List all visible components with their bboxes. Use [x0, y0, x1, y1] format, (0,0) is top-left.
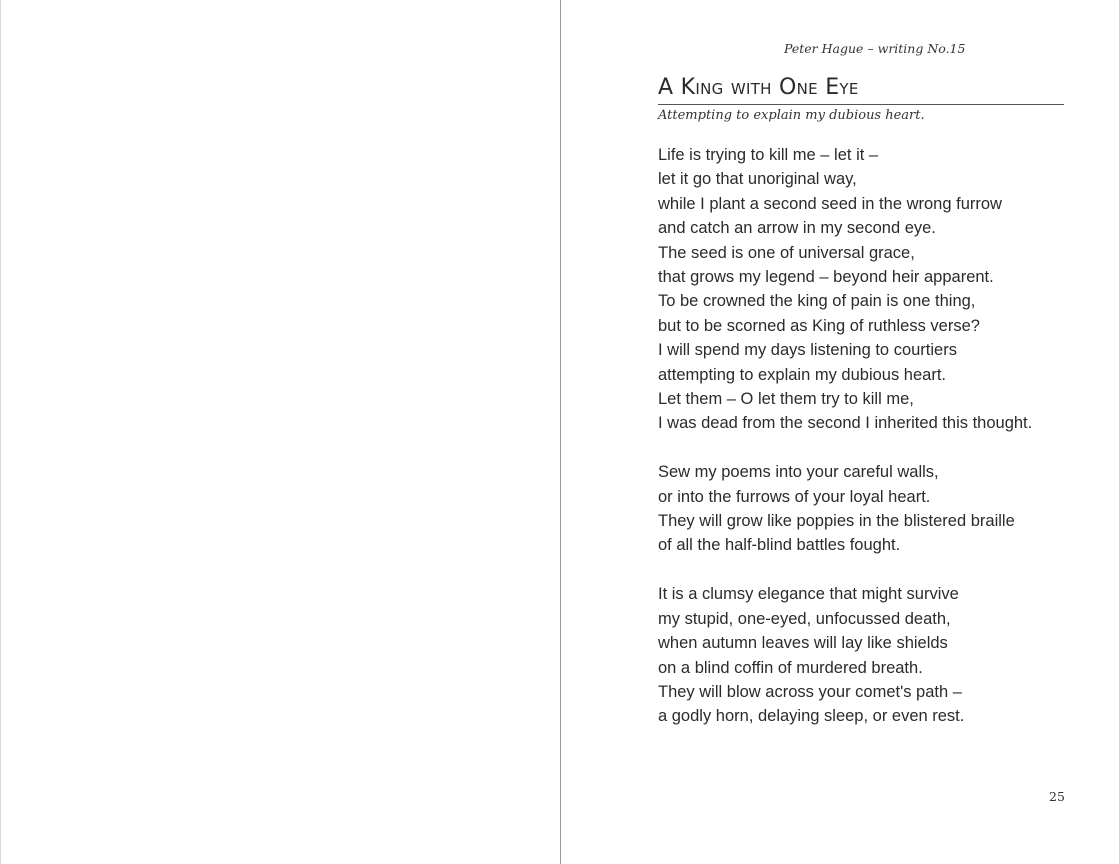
verse-line: It is a clumsy elegance that might survive: [658, 585, 959, 604]
verse-line: when autumn leaves will lay like shields: [658, 634, 948, 653]
stanza-3: [658, 582, 1058, 728]
verse-line: Life is trying to kill me – let it –: [658, 146, 879, 164]
verse-line: They will blow across your comet's path –: [658, 682, 962, 701]
title-underline: [658, 104, 1064, 105]
verse-line: Sew my poems into your careful walls,: [658, 463, 939, 482]
verse-line: on a blind coffin of murdered breath.: [658, 658, 923, 677]
verse-line: The seed is one of universal grace,: [658, 243, 915, 262]
poem-subtitle: Attempting to explain my dubious heart.: [658, 108, 925, 123]
poem-body: [658, 143, 1058, 753]
verse-line: a godly horn, delaying sleep, or even rest.: [658, 707, 965, 726]
verse-line: They will grow like poppies in the blistered braille: [658, 512, 1015, 531]
verse-line: let it go that unoriginal way,: [658, 170, 857, 189]
verse-line: Let them – O let them try to kill me,: [658, 390, 914, 409]
stanza-1: [658, 143, 1058, 436]
verse-line: attempting to explain my dubious heart.: [658, 365, 947, 384]
verse-line: To be crowned the king of pain is one thing,: [658, 292, 976, 311]
page-number: 25: [1049, 789, 1065, 804]
running-header: Peter Hague – writing No.15: [784, 41, 966, 56]
verse-line: while I plant a second seed in the wrong furrow: [658, 194, 1002, 213]
left-page-edge: [0, 0, 1, 864]
verse-line: of all the half-blind battles fought.: [658, 536, 901, 555]
verse-line: but to be scorned as King of ruthless verse?: [658, 316, 980, 335]
poem-title: A King with One Eye: [658, 75, 859, 100]
verse-line: I will spend my days listening to courtiers: [658, 341, 957, 360]
verse-line: or into the furrows of your loyal heart.: [658, 487, 931, 506]
stanza-2: [658, 460, 1058, 558]
verse-line: that grows my legend – beyond heir apparent.: [658, 268, 994, 287]
verse-line: I was dead from the second I inherited this thought.: [658, 414, 1033, 433]
verse-line: and catch an arrow in my second eye.: [658, 219, 936, 238]
verse-line: my stupid, one-eyed, unfocussed death,: [658, 609, 951, 628]
